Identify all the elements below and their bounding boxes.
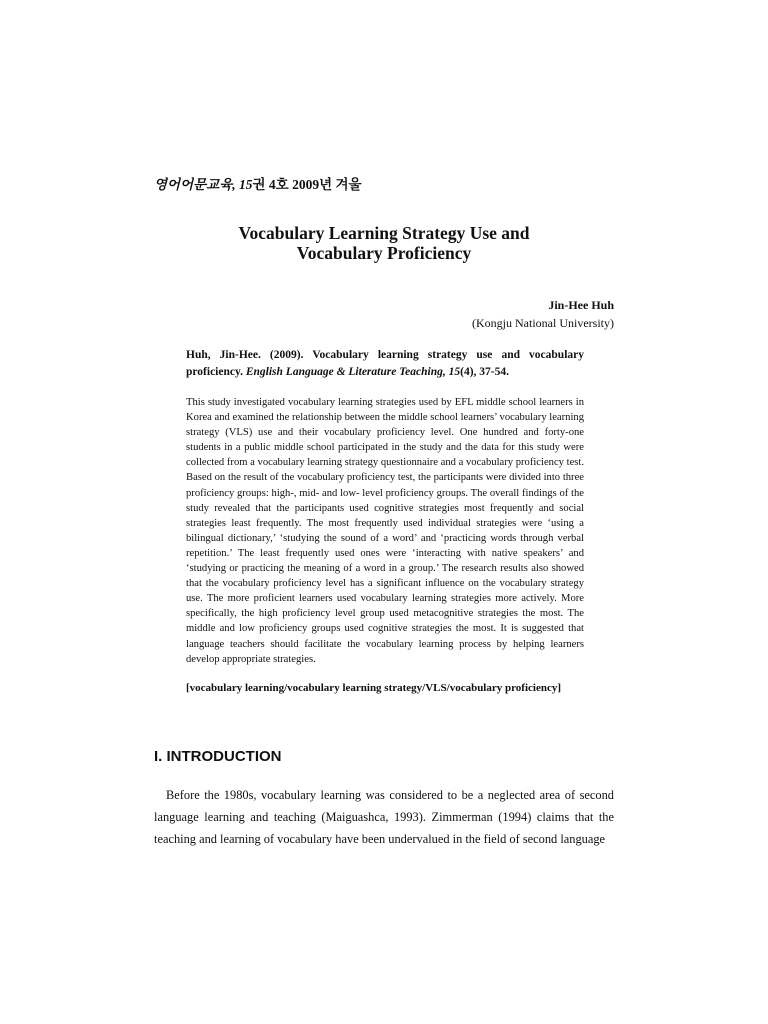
citation-prefix: Huh, Jin-Hee. (2009). Vocabulary learning strategy use and vocabulary proficiency. [186,349,584,378]
author-name: Jin-Hee Huh [548,298,614,312]
author-block [472,297,614,332]
abstract-text: This study investigated vocabulary learning strategies used by EFL middle school learners in Korea and examined the relationship between the middle school learners’ vocabulary learning strategy (VLS) use and their vocabulary proficiency level. One hundred and forty-one students in a public middle school participated in the study and the data for this study were collected from a vocabulary learning strategy questionnaire and a vocabulary proficiency test. Based on the result of the vocabulary proficiency test, the participants were divided into three proficiency groups: high-, mid- and low- level proficiency groups. The overall findings of the study revealed that the participants used cognitive strategies most frequently and social strategies least frequently. The most frequently used individual strategies were ‘using a bilingual dictionary,’ ‘studying the sound of a word’ and ‘practicing words through verbal repetition.’ The least frequently used ones were ‘interacting with native speakers’ and ‘studying or practicing the meaning of a word in a group.’ The research results also showed that the vocabulary proficiency level has a significant influence on the vocabulary strategy use. The more proficient learners used vocabulary learning strategies more actively. More specifically, the high proficiency level group used metacognitive strategies the most. The middle and low proficiency groups used cognitive strategies the most. It is suggested that language teachers should facilitate the vocabulary learning process by helping learners develop appropriate strategies. [186,397,584,665]
citation-journal: English Language & Literature Teaching, 15 [245,366,461,378]
keywords: [vocabulary learning/vocabulary learning strategy/VLS/vocabulary proficiency] [186,681,561,694]
abstract-block [186,347,584,696]
citation-suffix: (4), 37-54. [460,366,509,378]
journal-issue: 4호 [268,177,289,192]
paper-title-line-1: Vocabulary Learning Strategy Use and [238,223,530,243]
journal-header [154,173,362,193]
journal-volume: 15 [239,177,253,192]
paper-title [154,223,614,263]
paper-title-line-2: Vocabulary Proficiency [296,243,472,263]
journal-name: 영어어문교육, [154,177,236,192]
journal-year: 2009년 겨울 [292,177,362,192]
introduction-paragraph: Before the 1980s, vocabulary learning was considered to be a neglected area of second language learning and teaching (Maiguashca, 1993). Zimmerman (1994) claims that the teaching and learning of vocabulary have been undervalued in the field of second language [154,788,614,846]
journal-volume-suffix: 권 [252,177,266,192]
author-affiliation: (Kongju National University) [472,316,614,330]
citation [186,347,584,381]
section-heading: I. INTRODUCTION [154,748,282,765]
